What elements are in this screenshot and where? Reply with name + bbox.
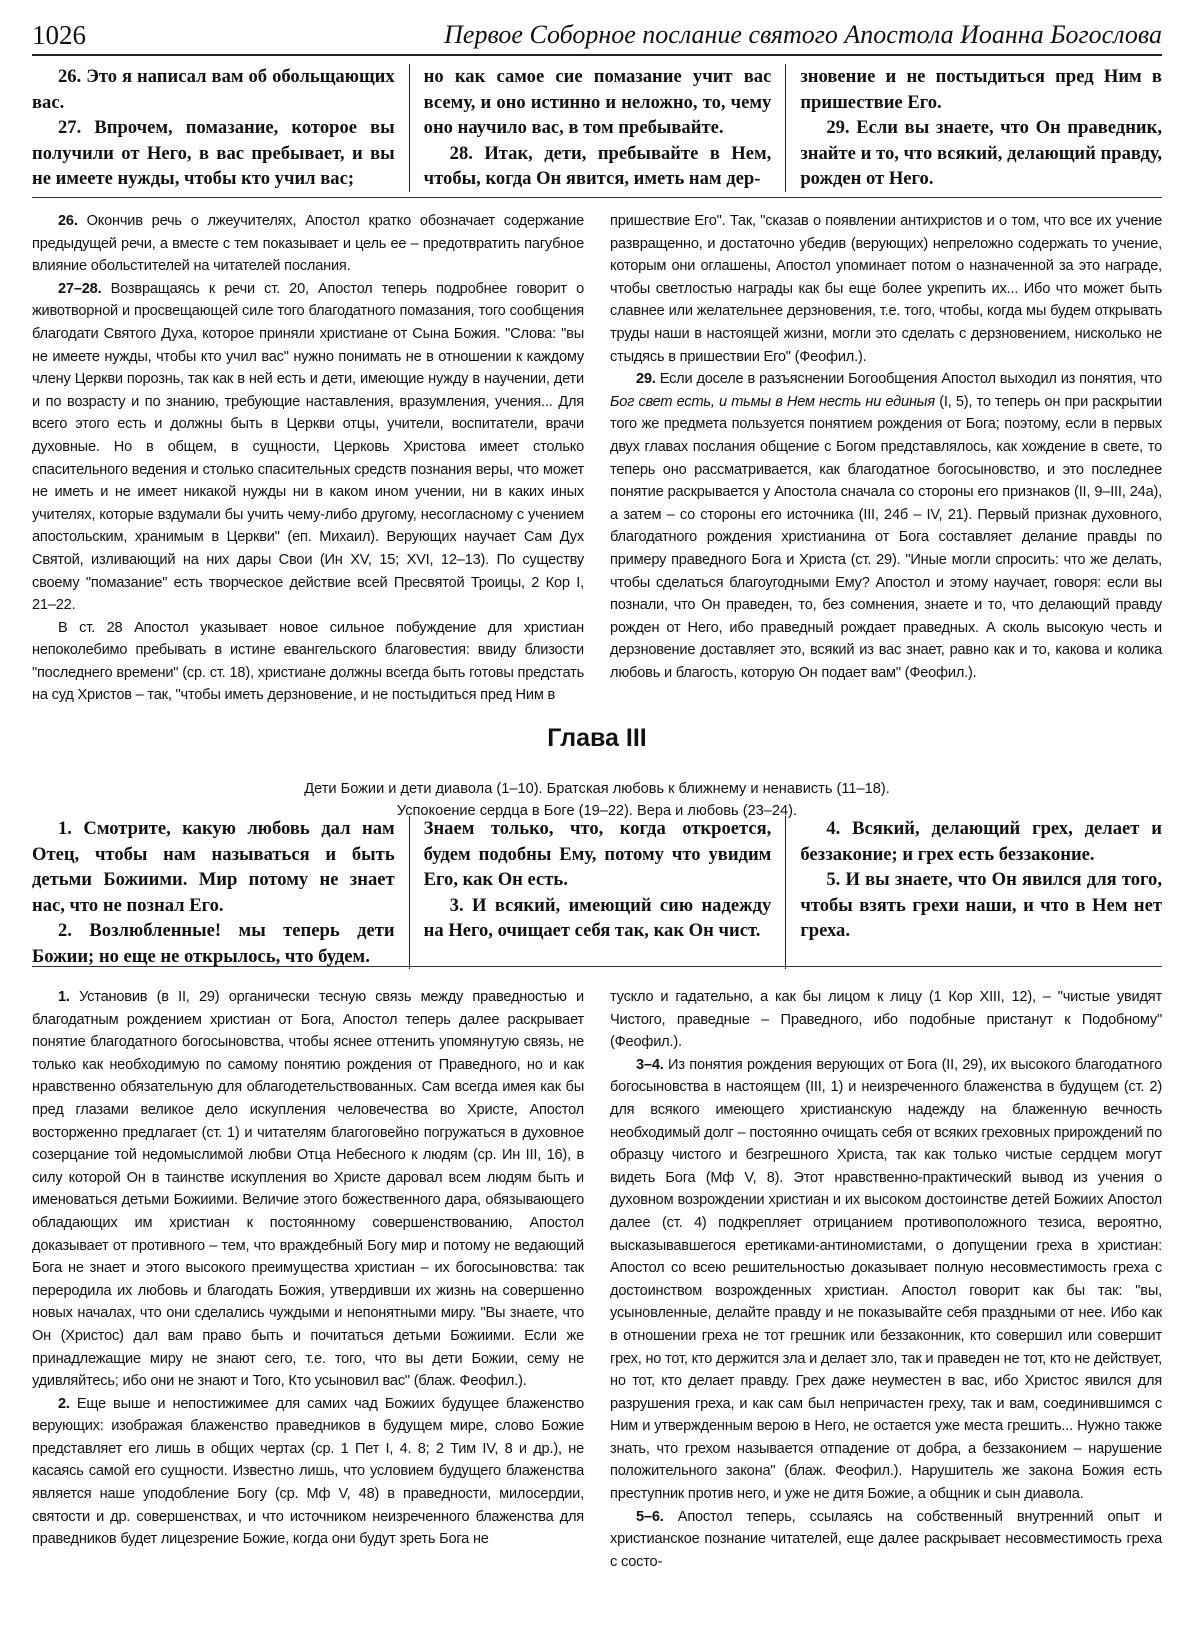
commentary-paragraph: [32, 1393, 584, 1551]
verse-reference: 26.: [58, 213, 78, 229]
running-title: Первое Соборное послание святого Апостола Иоанна Богослова: [444, 20, 1162, 49]
commentary-block-bottom: [32, 986, 1162, 1573]
commentary-column-right: [610, 210, 1162, 707]
verse-reference: 3–4.: [636, 1056, 664, 1073]
commentary-paragraph: тускло и гадательно, а как бы лицом к лицу (1 Кор XIII, 12), – "чистые увидят Чистого, праведные – Праведного, ибо подобные пристанут к Подобному" (Феофил.).: [610, 989, 1162, 1051]
scripture-verse: Знаем только, что, когда откроется, будем подобны Ему, потому что увидим Его, как Он есть.: [423, 818, 772, 890]
commentary-block-top: [32, 210, 1162, 707]
chapter-summary-line: Дети Божии и дети диавола (1–10). Братская любовь к ближнему и ненависть (11–18).: [304, 781, 890, 797]
commentary-text: Установив (в II, 29) органически тесную связь между праведностью и благодатным рождением христиан от Бога, Апостол теперь далее раскрывает понятие благодатного богосыновства, чтобы яснее оттенить упомянутую связь, не только как необходимую по самому понятию рождения от Праведного, но и как нравственно обязательную для облагодетельствованных. Сам всегда имея как бы пред глазами великое дело искупления человечества во Христе, Апостол восторженно предлагает (ст. 1) и читателям благоговейно погружаться в духовное созерцание той недомыслимой любви Отца Небесного к людям (ср. Ин III, 16), в силу которой Он в таинстве искупления во Христе даровал всем людям быть и именоваться детьми Божиими. Величие этого божественного дара, обязывающего обладающих им христиан к постоянному совершенствованию, Апостол доказывает от противного – тем, что враждебный Богу мир и потому не ведающий Бога не знает и этого высокого преимущества христиан – их богосыновства: так переродила их любовь и благодать Божия, утвердивши их жизнь на совершенно новых началах, что они сделались чуждыми и непонятными миру. "Вы знаете, что Он (Христос) дал вам право быть и почитаться детьми Божиими. Если же принадлежащие миру не знают сего, т.е. того, что вы дети Божии, сему не удивляйтесь; ибо они не знают и Того, Кто усыновил вас" (блаж. Феофил.).: [32, 989, 584, 1390]
scripture-verse: 3. И всякий, имеющий сию надежду на Него, очищает себя так, как Он чист.: [423, 894, 772, 941]
scripture-verse: зновение и не постыдиться пред Ним в пришествие Его.: [800, 66, 1162, 113]
commentary-paragraph: [32, 278, 584, 617]
scripture-verse: 2. Возлюбленные! мы теперь дети Божии; но еще не открылось, что будем.: [32, 920, 395, 967]
scripture-verse: 1. Смотрите, какую любовь дал нам Отец, чтобы нам называться и быть детьми Божиими. Мир потому не знает нас, что не познал Его.: [32, 818, 395, 916]
commentary-text: Если доселе в разъяснении Богообщения Апостол выходил из понятия, что: [659, 371, 1163, 388]
scripture-block-top: [32, 64, 1162, 192]
commentary-text: Из понятия рождения верующих от Бога (II, 29), их высокого благодатного богосыновства в настоящем (III, 1) и неизреченного блаженства в будущем (ст. 2) для всякого имеющего христианскую надежду на блаженную вечность необходимый долг – постоянно очищать себя от всяких греховных прирождений по образцу чистого и безгрешного Христа, так как только чистые сердцем могут видеть Бога (Мф V, 8). Этот нравственно-практический вывод из учения о духовном возрождении христиан и их высоком достоинстве детей Божиих Апостол далее (ст. 4) подкрепляет отрицанием противоположного тезиса, вероятно, высказывавшегося еретиками-антиномистами, о допущении греха в христиан: Апостол со всею решительностью доказывает полную несовместимость греха с достоинством возрожденных христиан. Апостол говорит как бы так: "вы, усыновленные, делайте правду и не показывайте себя праздными от нее. Ибо как в отношении греха не тот грешник или беззаконник, кто совершил или совершит грех, но тот, кто держится зла и делает зло, так и праведен не тот, кто не действует, но тот, кто делает правду. Грех даже неуместен в вас, ибо Христос явился для разрушения греха, и как сам был непричастен греху, так и вам, соединившимся с Ним и утвержденным верою в Него, не остается уже места грешить... Нужно также знать, что грехом называется отпадение от добра, а беззаконием – нарушение положительного закона" (блаж. Феофил.). Нарушитель же закона Божия есть преступник против него, и уже не дитя Божие, а общник и сын диавола.: [610, 1056, 1162, 1503]
commentary-column-left: [32, 210, 584, 707]
scripture-column: [785, 64, 1162, 192]
scripture-column: [409, 816, 786, 969]
commentary-column-left: [32, 986, 584, 1573]
scripture-column: [32, 816, 409, 969]
scripture-verse: 29. Если вы знаете, что Он праведник, знайте и то, что всякий, делающий правду, рожден от Него.: [800, 117, 1162, 189]
commentary-text: Окончив речь о лжеучителях, Апостол кратко обозначает содержание предыдущей речи, а вместе с тем показывает и цель ее – предотвратить пагубное влияние обольстителей на читателей послания.: [32, 213, 584, 275]
commentary-paragraph: [610, 1506, 1162, 1574]
verse-reference: 27–28.: [58, 280, 102, 297]
commentary-text: Апостол теперь, ссылаясь на собственный внутренний опыт и христианское познание читателей, еще далее раскрывает несовместимость греха с состо-: [610, 1508, 1162, 1570]
commentary-paragraph: [610, 368, 1162, 684]
page-header: [32, 14, 1162, 56]
scripture-column: [409, 64, 786, 192]
chapter-summary-line: Успокоение сердца в Боге (19–22). Вера и любовь (23–24).: [396, 803, 798, 819]
scripture-verse: 27. Впрочем, помазание, которое вы получили от Него, в вас пребывает, и вы не имеете нужды, чтобы кто учил вас;: [32, 117, 395, 189]
section-divider: [32, 966, 1162, 967]
commentary-text: Еще выше и непостижимее для самих чад Божиих будущее блаженство верующих: изображая блаженство праведников в будущем мире, слово Божие представляет его лишь в общих чертах (ср. 1 Пет I, 4. 8; 2 Тим IV, 8 и др.), не касаясь самой его сущности. Известно лишь, что условием будущего блаженства является наше уподобление Богу (ср. Мф V, 48) в праведности, милосердии, святости и др. совершенствах, и что источником неизреченного блаженства для праведников будет лицезрение Божие, когда они будут зреть Бога не: [32, 1395, 584, 1548]
commentary-paragraph: [32, 986, 584, 1393]
commentary-text: (I, 5), то теперь он при раскрытии того же предмета пользуется понятием рождения от Бога; поэтому, если в первых двух главах послания общение с Богом представлялось, как хождение в свете, то теперь оно рассматривается, как благодатное богосыновство, и это последнее понятие раскрывается у Апостола сначала со стороны его признаков (II, 9–III, 24а), а затем – со стороны его источника (III, 24б – IV, 21). Первый признак духовного, благодатного рождения христианина от Бога составляет делание правды по примеру праведного Бога и Христа (ст. 29). "Иные могли спросить: что же делать, чтобы сделаться благоугодными Ему? Апостол и этому научает, говоря: если вы познали, что Он праведен, то, без сомнения, знаете и то, что делающий правду рожден от Него, ибо праведный рождает праведных. А сколь высокую честь и дерзновение доставляет это, всякий из вас знает, равно как и то, какова и колика любовь и благость, которую Он подает вам" (Феофил.).: [610, 393, 1163, 681]
scripture-verse: 26. Это я написал вам об обольщающих вас.: [32, 66, 395, 113]
commentary-column-right: [610, 986, 1162, 1573]
verse-reference: 2.: [58, 1395, 70, 1412]
verse-reference: 5–6.: [636, 1508, 664, 1525]
scripture-verse: 4. Всякий, делающий грех, делает и беззаконие; и грех есть беззаконие.: [800, 818, 1162, 865]
scripture-column: [785, 816, 1162, 969]
scripture-verse: но как самое сие помазание учит вас всему, и оно истинно и неложно, то, чему оно научило вас, в том пребывайте.: [423, 66, 772, 138]
scripture-verse: 5. И вы знаете, что Он явился для того, чтобы взять грехи наши, и что в Нем нет греха.: [800, 869, 1162, 941]
verse-reference: 1.: [58, 989, 70, 1005]
section-divider: [32, 197, 1162, 198]
chapter-title: Глава III: [547, 724, 647, 752]
commentary-paragraph: [610, 1054, 1162, 1506]
scripture-column: [32, 64, 409, 192]
commentary-text: Возвращаясь к речи ст. 20, Апостол теперь подробнее говорит о животворной и просвещающей силе того благодатного помазания, того сообщения благодати Святого Духа, которое приняли христиане от Сына Божия. "Слова: "вы не имеете нужды, чтобы кто учил вас" нужно понимать не в отношении к каждому члену Церкви порознь, так как в ней есть и дети, имеющие нужду в научении, дети и по возрасту и по знанию, требующие наставления, вразумления, учения... Для всего этого есть и должны быть в Церкви отцы, учители, воспитатели, врачи духовные. Но в общем, в сущности, Церковь Христова имеет столько спасительного ведения и столько спасительных средств познания веры, что может не иметь и не имеет никакой нужды ни в каком ином учении, ни в каких иных учителях, которые вздумали бы учить чему-либо другому, несогласному с учением апостольским, хранимым в Церкви" (еп. Михаил). Верующих научает Сам Дух Святой, изливающий на них дары Свои (Ин XV, 15; XVI, 12–13). По существу своему "помазание" есть творческое действие всей Пресвятой Троицы, 2 Кор I, 21–22.: [32, 280, 584, 614]
commentary-paragraph: [32, 210, 584, 278]
verse-reference: 29.: [636, 371, 656, 388]
commentary-paragraph: пришествие Его". Так, "сказав о появлении антихристов и о том, что все их учение развращенно, и достаточно убедив (верующих) непреложно содержать то учение, которым они оглашены, Апостол упоминает потом о назначенной за это награде, чтобы светлостью награды как бы еще более укрепить их... Ибо что может быть славнее или желательнее дерзновения, т.е. того, чтобы, когда мы будем открывать труды наши в настоящей жизни, могли это сделать с дерзновением, нисколько не стыдясь в пришествии Его" (Феофил.).: [610, 213, 1162, 365]
scripture-block-bottom: [32, 816, 1162, 969]
quoted-scripture: Бог свет есть, и тьмы в Нем несть ни единыя: [610, 393, 935, 410]
scripture-verse: 28. Итак, дети, пребывайте в Нем, чтобы, когда Он явится, иметь нам дер-: [423, 142, 772, 189]
commentary-paragraph: В ст. 28 Апостол указывает новое сильное побуждение для христиан непоколебимо пребывать в истине евангельского благовестия: ввиду близости "последнего времени" (ср. ст. 18), христиане должны всегда быть готовы предстать на суд Христов – так, "чтобы иметь дерзновение, и не постыдиться пред Ним в: [32, 619, 584, 704]
page-number: 1026: [32, 20, 86, 50]
